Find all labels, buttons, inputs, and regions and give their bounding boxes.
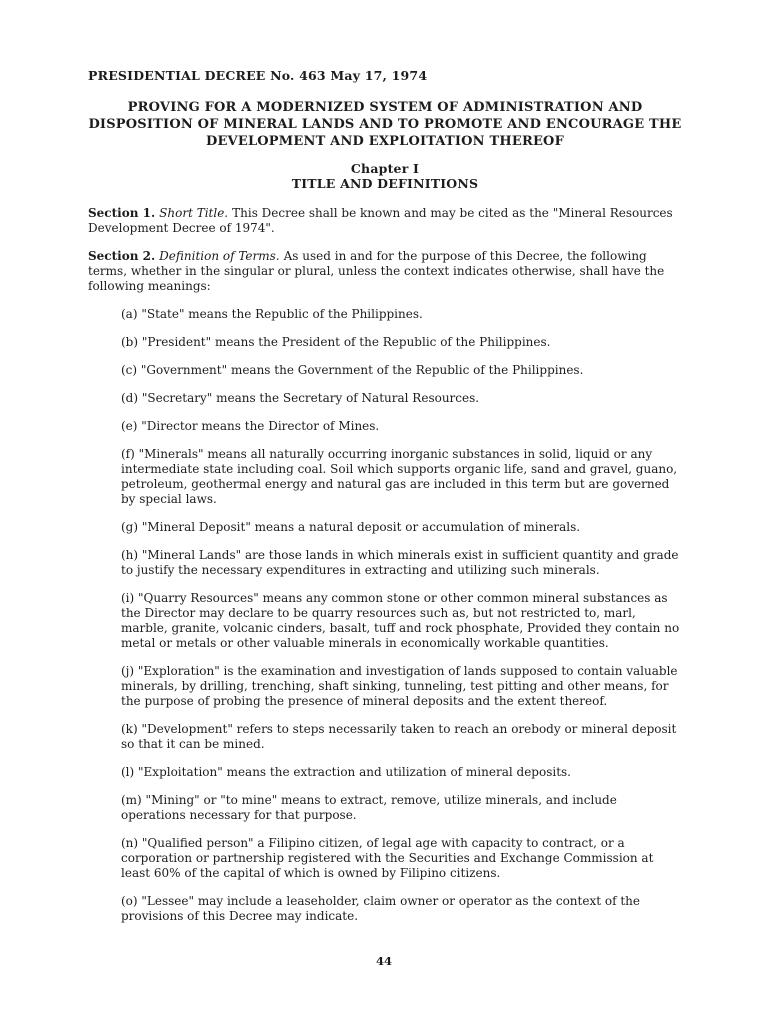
definition-item-n: (n) "Qualified person" a Filipino citizen, of legal age with capacity to contract, or a corporation or partnership registered with the Securities and Exchange Commission at least 60% of the capital of which is owned by Filipino citizens. (121, 836, 654, 880)
definition-item-d: (d) "Secretary" means the Secretary of Natural Resources. (121, 391, 480, 405)
definition-item-c: (c) "Government" means the Government of the Republic of the Philippines. (121, 363, 584, 377)
decree-heading-line-2: DISPOSITION OF MINERAL LANDS AND TO PROMOTE AND ENCOURAGE THE (88, 117, 682, 132)
definition-item-g: (g) "Mineral Deposit" means a natural deposit or accumulation of minerals. (121, 520, 581, 534)
definition-item-a: (a) "State" means the Republic of the Philippines. (121, 307, 423, 321)
definition-item-b: (b) "President" means the President of the Republic of the Philippines. (121, 335, 551, 349)
decree-heading (88, 99, 682, 150)
definition-item-k: (k) "Development" refers to steps necessarily taken to reach an orebody or mineral deposit so that it can be mined. (121, 722, 677, 751)
definitions-list (88, 307, 682, 924)
section-2-body: As used in and for the purpose of this Decree, the following terms, whether in the singular or plural, unless the context indicates otherwise, shall have the following meanings: (88, 249, 665, 293)
section-1-body: This Decree shall be known and may be cited as the "Mineral Resources Development Decree of 1974". (88, 206, 673, 235)
section-2-paragraph (88, 249, 682, 294)
chapter-title: TITLE AND DEFINITIONS (291, 176, 479, 191)
section-1-term: Short Title. (159, 206, 229, 220)
definition-item-h: (h) "Mineral Lands" are those lands in which minerals exist in sufficient quantity and grade to justify the necessary expenditures in extracting and utilizing such minerals. (121, 548, 679, 577)
definition-item-j: (j) "Exploration" is the examination and investigation of lands supposed to contain valuable minerals, by drilling, trenching, shaft sinking, tunneling, test pitting and other means, for the purpose of probing the presence of mineral deposits and the extent thereof. (121, 664, 678, 708)
section-1-paragraph (88, 206, 682, 236)
definition-item-l: (l) "Exploitation" means the extraction and utilization of mineral deposits. (121, 765, 571, 779)
definition-item-e: (e) "Director means the Director of Mines. (121, 419, 380, 433)
decree-title: PRESIDENTIAL DECREE No. 463 May 17, 1974 (88, 68, 428, 83)
section-2-term: Definition of Terms. (159, 249, 280, 263)
definition-item-f: (f) "Minerals" means all naturally occurring inorganic substances in solid, liquid or any intermediate state including coal. Soil which supports organic life, sand and gravel, guano, petroleum, geothermal energy and natural gas are included in this term but are governed by special laws. (121, 447, 678, 506)
page-number: 44 (375, 954, 392, 968)
chapter-heading (88, 161, 682, 191)
chapter-label: Chapter I (350, 161, 420, 176)
definition-item-o: (o) "Lessee" may include a leaseholder, claim owner or operator as the context of the provisions of this Decree may indicate. (121, 894, 640, 923)
section-1-label: Section 1. (88, 206, 156, 220)
definition-item-m: (m) "Mining" or "to mine" means to extract, remove, utilize minerals, and include operations necessary for that purpose. (121, 793, 617, 822)
section-2-label: Section 2. (88, 249, 156, 263)
decree-heading-line-1: PROVING FOR A MODERNIZED SYSTEM OF ADMINISTRATION AND (127, 100, 643, 115)
decree-heading-line-3: DEVELOPMENT AND EXPLOITATION THEREOF (205, 134, 565, 149)
definition-item-i: (i) "Quarry Resources" means any common stone or other common mineral substances as the Director may declare to be quarry resources such as, but not restricted to, marl, marble, granite, volcanic cinders, basalt, tuff and rock phosphate, Provided they contain no metal or metals or other valuable minerals in economically workable quantities. (121, 591, 680, 650)
